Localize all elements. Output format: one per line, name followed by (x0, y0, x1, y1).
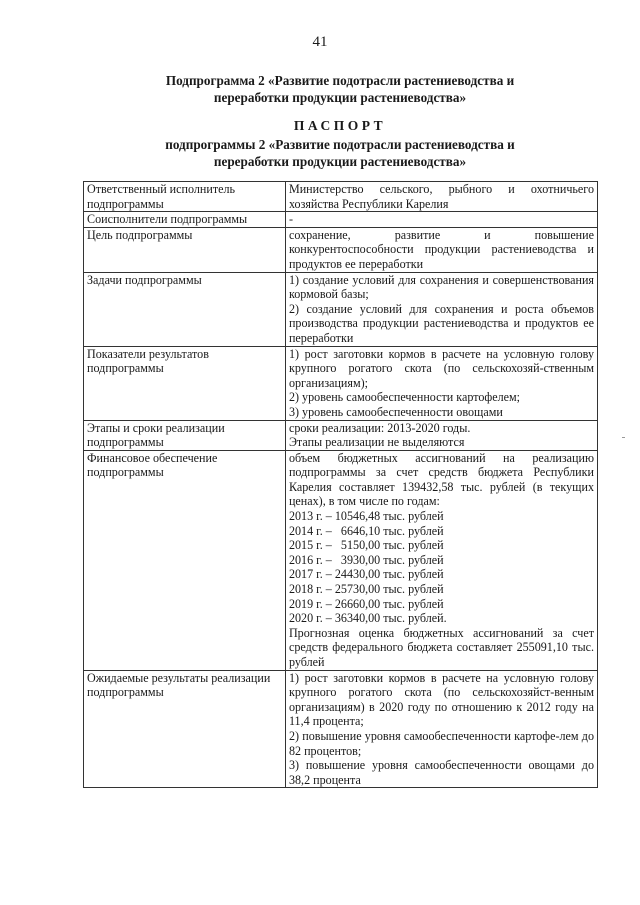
row-label: Этапы и сроки реализации подпрограммы (84, 420, 286, 450)
row-value (285, 346, 597, 420)
stage-item: Этапы реализации не выделяются (288, 435, 465, 450)
row-label: Финансовое обеспечение подпрограммы (84, 450, 286, 670)
row-label: Показатели результатов подпрограммы (84, 346, 286, 420)
financing-federal-estimate: Прогнозная оценка бюджетных ассигнований за счет средств федерального бюджета составляет 255091,10 тыс. рублей (288, 625, 594, 669)
row-label: Задачи подпрограммы (84, 272, 286, 346)
table-row-financing (84, 450, 598, 670)
passport-subtitle-line: подпрограммы 2 «Развитие подотрасли растениеводства и (165, 137, 515, 152)
financing-year-item: 2020 г. – 36340,00 тыс. рублей. (288, 611, 447, 626)
indicator-item: 2) уровень самообеспеченности картофелем; (288, 390, 521, 405)
financing-year-item: 2013 г. – 10546,48 тыс. рублей (288, 509, 444, 524)
table-row-goal (84, 227, 598, 272)
result-item: 2) повышение уровня самообеспеченности картофе-лем до 82 процентов; (288, 728, 594, 758)
passport-subtitle (40, 136, 640, 170)
table-row-coexecutors (84, 212, 598, 228)
passport-table (83, 181, 598, 788)
table-row-responsible (84, 182, 598, 212)
passport-title: ПАСПОРТ (293, 118, 387, 133)
financing-year-item: 2014 г. – 6646,10 тыс. рублей (288, 523, 444, 538)
row-label: Соисполнители подпрограммы (84, 212, 286, 228)
result-item: 3) повышение уровня самообеспеченности овощами до 38,2 процента (288, 758, 594, 787)
row-label: Цель подпрограммы (84, 227, 286, 272)
indicator-item: 3) уровень самообеспеченности овощами (288, 404, 503, 419)
financing-intro: объем бюджетных ассигнований на реализацию подпрограммы за счет средств бюджета Республики Карелия составляет 139432,58 тыс. рублей (в текущих ценах), в том числе по годам: (288, 450, 594, 509)
table-row-expected-results (84, 670, 598, 788)
table-row-indicators (84, 346, 598, 420)
table-row-tasks (84, 272, 598, 346)
passport-subtitle-line: переработки продукции растениеводства» (213, 154, 467, 169)
financing-year-item: 2018 г. – 25730,00 тыс. рублей (288, 582, 444, 597)
scan-mark (622, 437, 625, 438)
result-item: 1) рост заготовки кормов в расчете на условную голову крупного рогатого скота (по сельскохозяйст-венным организациям) в 2020 году по отношению к 2012 году на 11,4 процента; (288, 670, 594, 729)
task-item: 1) создание условий для сохранения и совершенствования кормовой базы; (288, 272, 594, 302)
row-value (285, 420, 597, 450)
financing-year-item: 2019 г. – 26660,00 тыс. рублей (288, 596, 444, 611)
subprogram-heading-line: Подпрограмма 2 «Развитие подотрасли растениеводства и (165, 73, 515, 88)
row-label: Ответственный исполнитель подпрограммы (84, 182, 286, 212)
task-item: 2) создание условий для сохранения и роста объемов производства продукции растениеводства и продуктов ее переработки (288, 301, 594, 345)
financing-year-item: 2015 г. – 5150,00 тыс. рублей (288, 538, 444, 553)
row-value: Министерство сельского, рыбного и охотничьего хозяйства Республики Карелия (285, 182, 597, 212)
row-value: сохранение, развитие и повышение конкурентоспособности продукции растениеводства и продуктов ее переработки (285, 227, 597, 272)
row-value (285, 670, 597, 788)
financing-year-item: 2016 г. – 3930,00 тыс. рублей (288, 552, 444, 567)
indicator-item: 1) рост заготовки кормов в расчете на условную голову крупного рогатого скота (по сельскохозяй-ственным организациям); (288, 346, 594, 390)
row-value (285, 450, 597, 670)
row-value (285, 272, 597, 346)
subprogram-heading (40, 72, 640, 106)
page-number: 41 (312, 34, 328, 50)
row-value: - (285, 212, 597, 228)
row-label: Ожидаемые результаты реализации подпрограммы (84, 670, 286, 788)
stage-item: сроки реализации: 2013-2020 годы. (288, 420, 471, 435)
table-row-stages (84, 420, 598, 450)
subprogram-heading-line: переработки продукции растениеводства» (213, 90, 467, 105)
financing-year-item: 2017 г. – 24430,00 тыс. рублей (288, 567, 444, 582)
